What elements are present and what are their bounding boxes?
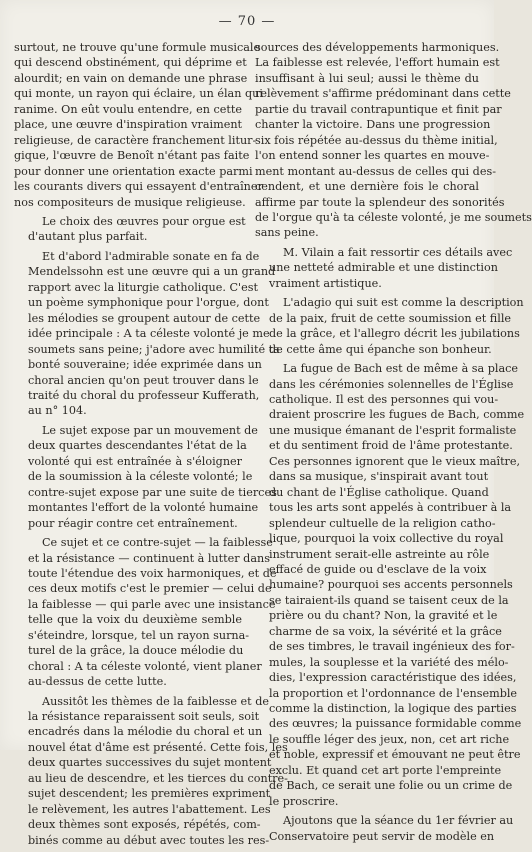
text-line: M. Vilain a fait ressortir ces détails avec (283, 245, 513, 259)
text-line: les courants divers qui essayent d'entraîner (14, 180, 263, 194)
text-line: binés comme au début avec toutes les res- (28, 833, 270, 847)
text-line: exclu. Et quand cet art porte l'empreinte (269, 763, 502, 777)
page-number: — 70 — (218, 14, 276, 29)
text-line: alourdit; en vain on demande une phrase (14, 71, 248, 85)
text-line: La fugue de Bach est de même à sa place (283, 362, 519, 376)
text-line: le souffle léger des jeux, non, cet art riche (269, 732, 510, 746)
text-line: Et d'abord l'admirable sonate en fa de (42, 249, 260, 263)
text-line: soumets sans peine; j'adore avec humilité ta (28, 342, 280, 356)
text-line: gique, l'œuvre de Benoît n'étant pas faite (14, 149, 250, 163)
text-line: place, une œuvre d'inspiration vraiment (14, 118, 243, 132)
text-line: de cette âme qui épanche son bonheur. (269, 342, 492, 356)
paragraph (14, 535, 277, 690)
paragraph (255, 813, 514, 844)
text-line: Le choix des œuvres pour orgue est (42, 214, 246, 228)
text-line: deux quartes descendantes l'état de la (28, 439, 247, 453)
text-line: au-dessus de cette lutte. (28, 675, 167, 689)
text-line: montantes l'effort de la volonté humaine (28, 501, 259, 515)
text-line: vraiment artistique. (269, 276, 382, 290)
text-line: deux thèmes sont exposés, répétés, com- (28, 818, 261, 832)
text-line: sources des développements harmoniques. (255, 41, 500, 54)
text-line: de l'orgue qu'à ta céleste volonté, je me soumets (255, 210, 532, 224)
text-line: qui descend obstinément, qui déprime et (14, 56, 247, 70)
text-line: encadrés dans la mélodie du choral et un (28, 725, 263, 739)
text-line: Le sujet expose par un mouvement de (42, 423, 258, 437)
text-line: Conservatoire peut servir de modèle en (269, 829, 495, 843)
text-line: affirme par toute la splendeur des sonorités (255, 195, 505, 209)
text-line: relèvement s'affirme prédominant dans cette (255, 87, 511, 101)
text-line: sans peine. (255, 226, 319, 240)
text-line: Ce sujet et ce contre-sujet — la faiblesse (42, 536, 273, 550)
text-line: draient proscrire les fugues de Bach, comme (269, 408, 525, 422)
text-line: d'autant plus parfait. (28, 230, 148, 244)
text-line: religieuse, de caractère franchement litur- (14, 133, 257, 147)
text-line: la faiblesse — qui parle avec une insistance (28, 597, 276, 611)
text-line: la résistance reparaissent soit seuls, soit (28, 710, 260, 724)
paragraph (255, 295, 524, 357)
text-line: insuffisant à lui seul; aussi le thème du (255, 71, 479, 85)
text-line: dans les cérémonies solennelles de l'Église (269, 377, 514, 391)
text-line: deux quartes successives du sujet montent (28, 756, 272, 770)
text-line: de Bach, ce serait une folie ou un crime de (269, 779, 513, 793)
text-line: dans sa musique, s'inspirait avant tout (269, 470, 489, 484)
text-line: pour réagir contre cet entraînement. (28, 516, 238, 530)
text-line: au lieu de descendre, et les tierces du contre- (28, 771, 288, 785)
paragraph (14, 423, 277, 531)
text-line: et du sentiment froid de l'âme protestante. (269, 439, 513, 453)
text-line: un poème symphonique pour l'orgue, dont (28, 296, 269, 310)
text-line: tous les arts sont appelés à contribuer à la (269, 501, 512, 515)
text-line: ces deux motifs c'est le premier — celui de (28, 582, 272, 596)
text-line: charme de sa voix, la sévérité et la grâce (269, 624, 502, 638)
text-line: Mendelssohn est une œuvre qui a un grand (28, 265, 276, 279)
text-line: de ses timbres, le travail ingénieux des for- (269, 640, 515, 654)
text-line: La faiblesse est relevée, l'effort humain est (255, 56, 500, 70)
text-line: le proscrire. (269, 794, 339, 808)
text-line: chanter la victoire. Dans une progression (255, 118, 491, 132)
text-line: une netteté admirable et une distinction (269, 261, 498, 275)
paragraph (14, 249, 280, 419)
text-line: prière ou du chant? Non, la gravité et le (269, 609, 498, 623)
text-line: turel de la grâce, la douce mélodie du (28, 644, 244, 658)
right-column (255, 40, 532, 848)
text-line: ranime. On eût voulu entendre, en cette (14, 102, 242, 116)
left-column (14, 40, 288, 852)
text-line: rapport avec la liturgie catholique. C'est (28, 280, 258, 294)
text-line: Ajoutons que la séance du 1er février au (283, 814, 514, 828)
paragraph (255, 361, 525, 809)
text-line: une musique émanant de l'esprit formaliste (269, 423, 517, 437)
text-line: du chant de l'Église catholique. Quand (269, 485, 489, 499)
text-line: se tairaient-ils quand se taisent ceux de la (269, 593, 509, 607)
text-line: traité du choral du professeur Kufferath, (28, 388, 260, 402)
text-line: Ces personnes ignorent que le vieux maître, (269, 454, 521, 468)
text-line: telle que la voix du deuxième semble (28, 613, 242, 627)
text-line: L'adagio qui suit est comme la description (283, 296, 524, 310)
paragraph (255, 245, 513, 291)
text-line: partie du travail contrapuntique et finit par (255, 102, 502, 116)
text-line: idée principale : A ta céleste volonté je me (28, 327, 270, 341)
text-line: la proportion et l'ordonnance de l'ensemble (269, 686, 518, 700)
paragraph (14, 694, 288, 849)
text-line: instrument serait-elle astreinte au rôle (269, 547, 490, 561)
text-line: le relèvement, les autres l'abattement. Les (28, 802, 271, 816)
text-line: nos compositeurs de musique religieuse. (14, 195, 246, 209)
text-line: splendeur cultuelle de la religion catho- (269, 516, 496, 530)
text-line: choral ancien qu'on peut trouver dans le (28, 373, 259, 387)
text-line: et la résistance — continuent à lutter dans (28, 551, 270, 565)
text-line: volonté qui est entraînée à s'éloigner (28, 454, 242, 468)
text-line: nouvel état d'âme est présenté. Cette fois, les (28, 740, 288, 754)
text-line: qui monte, un rayon qui éclaire, un élan qui (14, 87, 263, 101)
text-line: effacé de guide ou d'esclave de la voix (269, 562, 487, 576)
text-line: mules, la souplesse et la variété des mélo- (269, 655, 509, 669)
text-line: dies, l'expression caractéristique des idées, (269, 671, 517, 685)
text-line: l'on entend sonner les quartes en mouve- (255, 149, 490, 163)
text-line: sujet descendent; les premières expriment (28, 787, 271, 801)
text-line: six fois répétée au-dessus du thème initial, (255, 133, 498, 147)
text-line: au n° 104. (28, 404, 87, 418)
text-line: Aussitôt les thèmes de la faiblesse et de (42, 694, 269, 708)
text-line: s'éteindre, lorsque, tel un rayon surna- (28, 628, 250, 642)
text-line: de la soumission à la céleste volonté; le (28, 470, 253, 484)
text-line: et noble, expressif et émouvant ne peut être (269, 748, 521, 762)
text-line: cendent, et une dernière fois le choral (255, 180, 479, 194)
text-line: bonté souveraine; idée exprimée dans un (28, 358, 262, 372)
text-line: toute l'étendue des voix harmoniques, et de (28, 566, 277, 580)
text-line: choral : A ta céleste volonté, vient planer (28, 659, 262, 673)
text-line: contre-sujet expose par une suite de tierces (28, 485, 277, 499)
text-line: les mélodies se groupent autour de cette (28, 311, 261, 325)
paragraph (14, 40, 263, 210)
text-line: catholique. Il est des personnes qui vou- (269, 392, 499, 406)
text-line: lique, pourquoi la voix collective du royal (269, 532, 504, 546)
text-line: de la paix, fruit de cette soumission et fille (269, 311, 512, 325)
paragraph (14, 214, 246, 245)
text-line: comme la distinction, la logique des parties (269, 702, 517, 716)
text-line: pour donner une orientation exacte parmi (14, 164, 253, 178)
text-line: de la grâce, et l'allegro décrit les jubilations (269, 327, 520, 341)
text-line: ment montant au-dessus de celles qui des- (255, 164, 496, 178)
paragraph (255, 40, 532, 241)
text-line: surtout, ne trouve qu'une formule musicale (14, 41, 261, 54)
text-line: des œuvres; la puissance formidable comme (269, 717, 522, 731)
text-line: humaine? pourquoi ses accents personnels (269, 578, 513, 592)
